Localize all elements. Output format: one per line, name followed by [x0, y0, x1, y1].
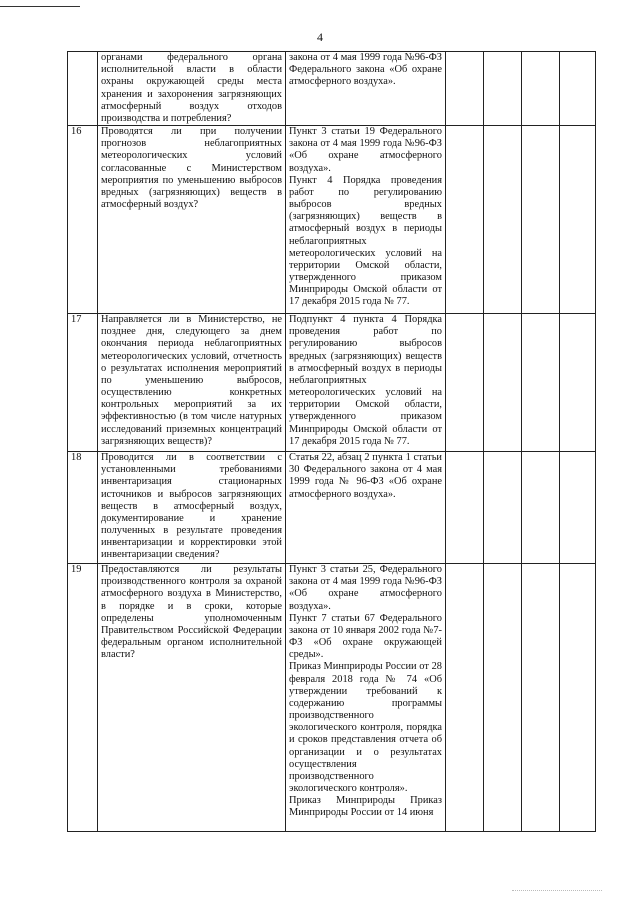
question-cell: органами федерального органа исполнительной власти в области охраны окружающей среды места хранения и захоронения загрязняющих атмосферный воздух отходов производства и потребления? [98, 52, 286, 126]
row-number [68, 52, 98, 126]
row-number: 16 [68, 126, 98, 314]
legal-reference-cell: Пункт 3 статьи 19 Федерального закона от 4 мая 1999 года №96-ФЗ «Об охране атмосферного воздуха». Пункт 4 Порядка проведения работ по регулированию выбросов вредных (загрязняющих) веществ в атмосферный воздух в периоды неблагоприятных метеорологических условий на территории Омской области, утвержденного приказом Минприроды Омской области от 17 декабря 2015 года № 77. [286, 126, 446, 314]
row-number: 17 [68, 314, 98, 452]
question-cell: Проводятся ли при получении прогнозов неблагоприятных метеорологических условий согласованные с Министерством мероприятия по уменьшению выбросов вредных (загрязняющих) веществ в атмосферный воздух? [98, 126, 286, 314]
question-cell: Проводится ли в соответствии с установленными требованиями инвентаризация стационарных источников и выбросов загрязняющих веществ в атмосферный воздух, документирование и хранение полученных в результате проведения инвентаризации и корректировки этой инвентаризации сведения? [98, 452, 286, 564]
answer-na-cell[interactable] [522, 452, 560, 564]
note-cell[interactable] [560, 52, 596, 126]
table-row [68, 314, 596, 452]
answer-yes-cell[interactable] [446, 452, 484, 564]
answer-no-cell[interactable] [484, 52, 522, 126]
legal-reference-cell: Пункт 3 статьи 25, Федерального закона от 4 мая 1999 года №96-ФЗ «Об охране атмосферного воздуха». Пункт 7 статьи 67 Федерального закона от 10 января 2002 года №7-ФЗ «Об охране окружающей среды». Приказ Минприроды России от 28 февраля 2018 года № 74 «Об утверждении требований к содержанию программы производственного экологического контроля, порядка и сроков представления отчета об организации и о результатах осуществления производственного экологического контроля». Приказ Минприроды Приказ Минприроды России от 14 июня [286, 564, 446, 832]
answer-no-cell[interactable] [484, 314, 522, 452]
scan-artifact [512, 884, 602, 891]
question-cell: Направляется ли в Министерство, не позднее дня, следующего за днем окончания периода неблагоприятных метеорологических условий, отчетность о результатах исполнения мероприятий по уменьшению выбросов, осуществлению конкретных контрольных мероприятий за их эффективностью (в том числе натурных исследований приземных концентраций загрязняющих веществ)? [98, 314, 286, 452]
checklist-table [67, 51, 596, 832]
table-row [68, 452, 596, 564]
answer-na-cell[interactable] [522, 314, 560, 452]
note-cell[interactable] [560, 564, 596, 832]
answer-yes-cell[interactable] [446, 564, 484, 832]
answer-na-cell[interactable] [522, 564, 560, 832]
answer-no-cell[interactable] [484, 126, 522, 314]
answer-no-cell[interactable] [484, 564, 522, 832]
note-cell[interactable] [560, 314, 596, 452]
row-number: 18 [68, 452, 98, 564]
table-row [68, 564, 596, 832]
page-number: 4 [317, 30, 323, 44]
answer-no-cell[interactable] [484, 452, 522, 564]
answer-na-cell[interactable] [522, 126, 560, 314]
note-cell[interactable] [560, 126, 596, 314]
table-row [68, 52, 596, 126]
top-rule [0, 6, 80, 7]
legal-reference-cell: Подпункт 4 пункта 4 Порядка проведения работ по регулированию выбросов вредных (загрязняющих) веществ в атмосферный воздух в периоды неблагоприятных метеорологических условий на территории Омской области, утвержденного приказом Минприроды Омской области от 17 декабря 2015 года № 77. [286, 314, 446, 452]
answer-na-cell[interactable] [522, 52, 560, 126]
table-row [68, 126, 596, 314]
legal-reference-cell: Статья 22, абзац 2 пункта 1 статьи 30 Федерального закона от 4 мая 1999 года № 96-ФЗ «Об охране атмосферного воздуха». [286, 452, 446, 564]
note-cell[interactable] [560, 452, 596, 564]
answer-yes-cell[interactable] [446, 126, 484, 314]
question-cell: Предоставляются ли результаты производственного контроля за охраной атмосферного воздуха в Министерство, в порядке и в сроки, которые определены уполномоченным Правительством Российской Федерации федеральным органом исполнительной власти? [98, 564, 286, 832]
legal-reference-cell: закона от 4 мая 1999 года №96-ФЗ Федерального закона «Об охране атмосферного воздуха». [286, 52, 446, 126]
answer-yes-cell[interactable] [446, 52, 484, 126]
answer-yes-cell[interactable] [446, 314, 484, 452]
row-number: 19 [68, 564, 98, 832]
